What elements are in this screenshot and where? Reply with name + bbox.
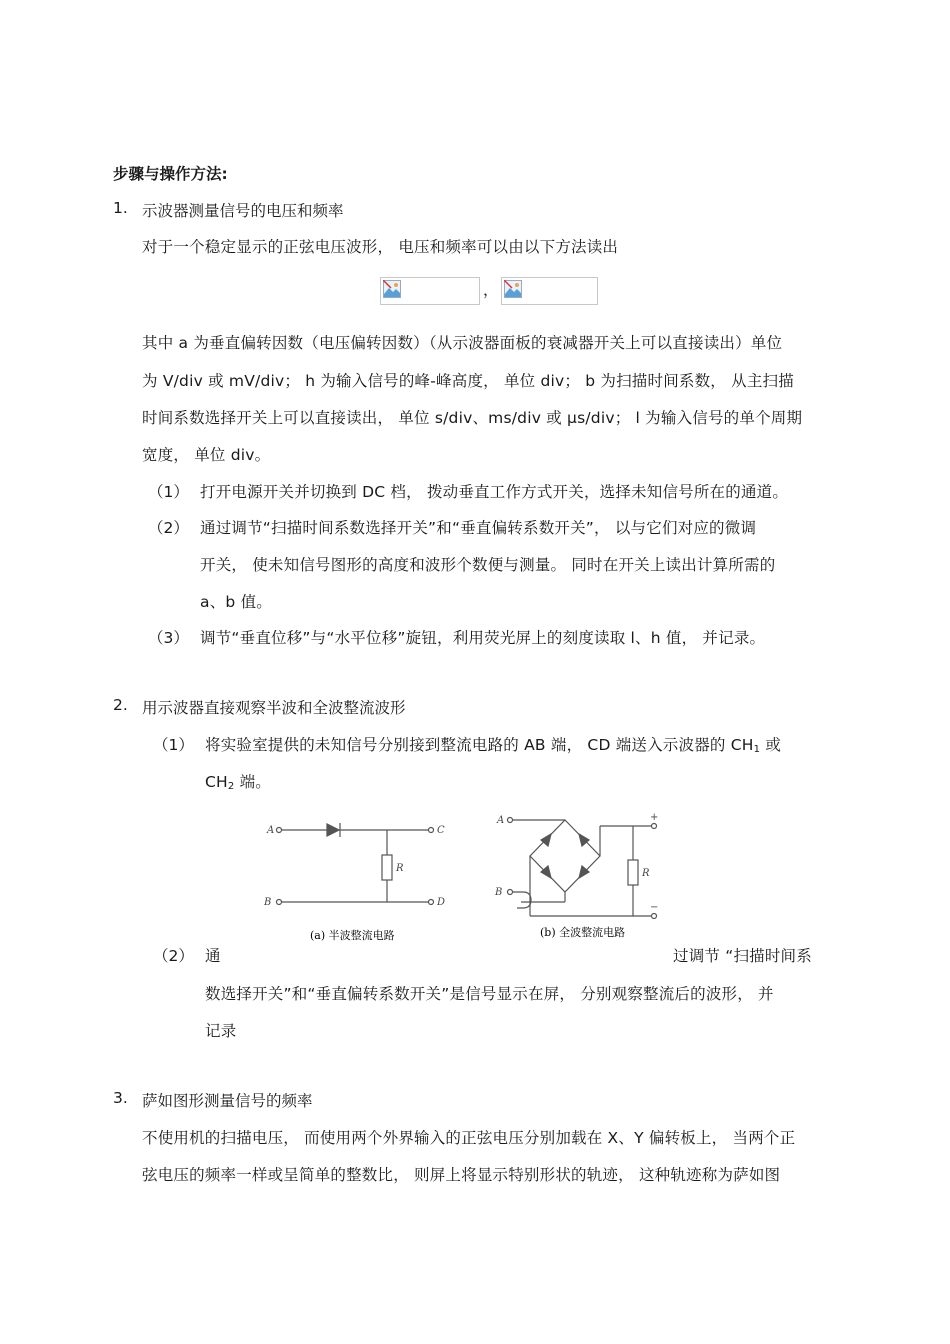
terminal-plus [652,824,657,829]
label-b: B [264,897,272,908]
label-r: R [396,863,404,874]
s3-text-line: 不使用机的扫描电压， 而使用两个外界输入的正弦电压分别加载在 X、Y 偏转板上， 当两个正 [142,1129,796,1147]
s1-step-number: （2） [148,519,189,537]
s3-number: 3. [113,1089,128,1107]
s1-step-text: a、b 值。 [200,593,272,611]
s2-step2-first: 通 [205,947,221,965]
s2-step1-text [205,733,781,755]
terminal-c [429,828,434,833]
s1-desc-line: 宽度， 单位 div。 [142,446,271,464]
diode-icon [327,824,339,836]
s2-number: 2. [113,696,128,714]
s2-step1-part: 将实验室提供的未知信号分别接到整流电路的 AB 端， CD 端送入示波器的 CH [205,736,754,754]
s2-step-number: （2） [153,947,194,965]
label-c: C [437,825,445,836]
s1-number: 1. [113,199,128,217]
s2-step1-part: CH [205,773,228,791]
subscript: 1 [753,744,761,755]
label-r: R [642,868,650,879]
s2-title: 用示波器直接观察半波和全波整流波形 [142,699,406,717]
bridge-rectifier [530,820,600,892]
formula-image-2 [501,277,598,305]
subscript: 2 [227,781,235,792]
label-a: A [497,815,505,826]
s1-step-text: 开关， 使未知信号图形的高度和波形个数便与测量。 同时在开关上读出计算所需的 [200,556,776,574]
broken-image-icon [504,280,522,298]
diode-icon [541,834,589,878]
terminal-a [277,828,282,833]
label-b: B [495,887,503,898]
s2-step-number: （1） [153,736,194,754]
label-d: D [437,897,446,908]
s1-desc-line: 其中 a 为垂直偏转因数（电压偏转因数）（从示波器面板的衰减器开关上可以直接读出）单位 [142,334,783,352]
s2-step2-text: 数选择开关”和“垂直偏转系数开关”是信号显示在屏， 分别观察整流后的波形， 并 [205,985,774,1003]
s1-intro: 对于一个稳定显示的正弦电压波形， 电压和频率可以由以下方法读出 [142,238,619,256]
s2-step1-part: 端。 [234,773,271,791]
s2-step1-part: 或 [760,736,782,754]
s1-step-text: 打开电源开关并切换到 DC 档， 拨动垂直工作方式开关，选择未知信号所在的通道。 [200,483,789,501]
s2-step2-text: 记录 [205,1022,237,1040]
s3-title: 萨如图形测量信号的频率 [142,1092,313,1110]
s2-step2-rest: 过调节 “扫描时间系 [673,947,812,965]
s1-step-text: 调节“垂直位移”与“水平位移”旋钮，利用荧光屏上的刻度读取 l、h 值， 并记录。 [200,629,766,647]
terminal-b [508,890,513,895]
label-plus: + [650,812,659,823]
s2-step1-text [205,770,271,792]
terminal-d [429,900,434,905]
label-minus: − [650,902,659,913]
s1-step-text: 通过调节“扫描时间系数选择开关”和“垂直偏转系数开关”， 以与它们对应的微调 [200,519,757,537]
s1-step-number: （3） [148,629,189,647]
s1-desc-line: 时间系数选择开关上可以直接读出， 单位 s/div、ms/div 或 μs/div； l 为输入信号的单个周期 [142,409,803,427]
rectifier-circuit-figure [255,808,675,948]
label-a: A [267,825,275,836]
figure-caption-b: (b) 全波整流电路 [540,926,626,939]
s1-step-number: （1） [148,483,189,501]
terminal-a [508,818,513,823]
section-title: 步骤与操作方法: [113,165,228,183]
s1-desc-line: 为 V/div 或 mV/div； h 为输入信号的峰-峰高度， 单位 div； b 为扫描时间系数， 从主扫描 [142,372,794,390]
broken-image-icon [383,280,401,298]
s3-text-line: 弦电压的频率一样或呈简单的整数比， 则屏上将显示特别形状的轨迹， 这种轨迹称为萨如图 [142,1166,781,1184]
s1-title: 示波器测量信号的电压和频率 [142,202,344,220]
resistor-icon [382,855,392,880]
formula-image-1 [380,277,480,305]
figure-caption-a: (a) 半波整流电路 [310,929,395,942]
terminal-minus [652,914,657,919]
formula-separator: ， [483,281,499,299]
terminal-b [277,900,282,905]
resistor-icon [628,860,638,885]
